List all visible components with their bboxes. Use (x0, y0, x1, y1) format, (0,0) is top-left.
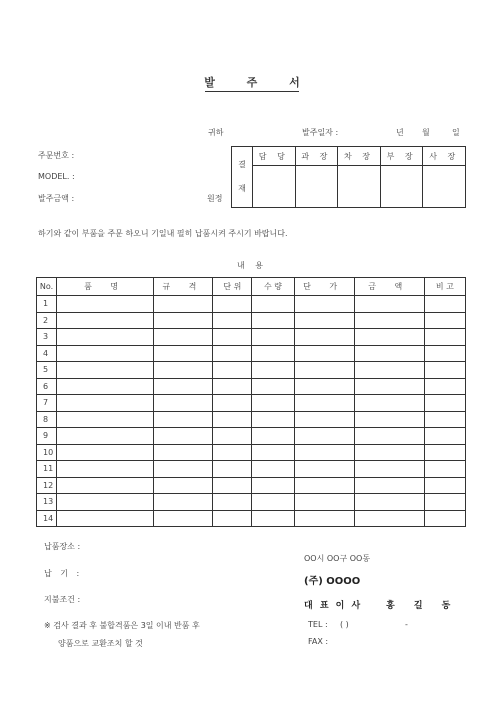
table-cell[interactable] (252, 411, 294, 428)
table-cell[interactable] (57, 428, 154, 445)
table-row (37, 411, 466, 428)
table-cell[interactable] (57, 477, 154, 494)
table-row (37, 378, 466, 395)
approval-sign-cell[interactable] (380, 166, 423, 208)
approval-side-top: 결 (238, 160, 246, 169)
ceo-title: 대 표 이 사 (304, 601, 363, 611)
table-cell[interactable] (154, 378, 213, 395)
table-row (37, 395, 466, 412)
request-text: 하기와 같이 부품을 주문 하오니 기일내 필히 납품시켜 주시기 바랍니다. (38, 229, 288, 238)
table-cell[interactable] (294, 362, 354, 379)
table-cell[interactable] (213, 329, 252, 346)
table-cell[interactable] (213, 477, 252, 494)
row-number: 2 (37, 312, 57, 329)
table-cell[interactable] (154, 395, 213, 412)
row-number: 14 (37, 510, 57, 527)
table-cell[interactable] (57, 395, 154, 412)
table-cell[interactable] (354, 444, 424, 461)
company-address: OO시 OO구 OO동 (304, 554, 371, 563)
table-cell[interactable] (294, 411, 354, 428)
table-cell[interactable] (252, 477, 294, 494)
items-table (36, 277, 466, 527)
col-header-remarks: 비 고 (424, 278, 465, 296)
table-cell[interactable] (294, 428, 354, 445)
table-row (37, 312, 466, 329)
company-name: (주) OOOO (304, 576, 361, 587)
table-cell[interactable] (294, 510, 354, 527)
table-cell[interactable] (424, 444, 465, 461)
table-cell[interactable] (213, 345, 252, 362)
table-cell[interactable] (294, 345, 354, 362)
approval-side-bottom: 재 (238, 184, 246, 193)
table-cell[interactable] (354, 362, 424, 379)
table-cell[interactable] (213, 461, 252, 478)
inspection-note-line2: 양품으로 교환조치 할 것 (58, 639, 143, 648)
col-header-amount: 금 액 (354, 278, 424, 296)
row-number: 12 (37, 477, 57, 494)
table-cell[interactable] (213, 444, 252, 461)
table-row (37, 296, 466, 313)
col-header-item-name: 품 명 (57, 278, 154, 296)
col-header-quantity: 수 량 (252, 278, 294, 296)
approval-header-manager: 부 장 (380, 147, 423, 166)
page-title: 발 주 서 (204, 76, 314, 89)
approval-sign-cell[interactable] (423, 166, 466, 208)
title-underline (205, 91, 299, 92)
table-cell[interactable] (213, 428, 252, 445)
table-row (37, 510, 466, 527)
recipient-suffix: 귀하 (208, 128, 224, 137)
table-cell[interactable] (154, 428, 213, 445)
table-cell[interactable] (294, 444, 354, 461)
table-cell[interactable] (57, 444, 154, 461)
table-cell[interactable] (154, 411, 213, 428)
table-cell[interactable] (57, 362, 154, 379)
table-cell[interactable] (252, 296, 294, 313)
table-cell[interactable] (354, 494, 424, 511)
due-date-label: 납 기 : (44, 569, 83, 578)
table-cell[interactable] (252, 510, 294, 527)
currency-label: 원정 (207, 194, 223, 203)
table-cell[interactable] (252, 395, 294, 412)
tel-label: TEL : (308, 620, 328, 629)
table-cell[interactable] (57, 329, 154, 346)
table-cell[interactable] (424, 296, 465, 313)
table-cell[interactable] (154, 345, 213, 362)
order-date-year: 년 (396, 128, 404, 137)
col-header-spec: 규 격 (154, 278, 213, 296)
inspection-note-line1: ※ 검사 결과 후 불합격품은 3일 이내 반품 후 (44, 621, 200, 630)
table-cell[interactable] (252, 444, 294, 461)
table-cell[interactable] (424, 428, 465, 445)
tel-dash: - (405, 620, 408, 629)
table-cell[interactable] (424, 494, 465, 511)
row-number: 7 (37, 395, 57, 412)
table-cell[interactable] (354, 428, 424, 445)
table-cell[interactable] (354, 312, 424, 329)
table-cell[interactable] (57, 345, 154, 362)
table-cell[interactable] (154, 296, 213, 313)
fax-label: FAX : (308, 637, 329, 646)
table-cell[interactable] (424, 477, 465, 494)
table-cell[interactable] (354, 461, 424, 478)
table-cell[interactable] (424, 378, 465, 395)
delivery-place-label: 납품장소 : (44, 542, 81, 551)
table-cell[interactable] (252, 362, 294, 379)
ceo-name: 홍 길 동 (386, 601, 459, 611)
table-cell[interactable] (354, 510, 424, 527)
table-cell[interactable] (213, 411, 252, 428)
table-cell[interactable] (354, 395, 424, 412)
table-cell[interactable] (424, 362, 465, 379)
table-cell[interactable] (213, 395, 252, 412)
order-date-day: 일 (452, 128, 460, 137)
approval-side (232, 147, 253, 208)
table-cell[interactable] (354, 411, 424, 428)
table-cell[interactable] (354, 329, 424, 346)
table-cell[interactable] (294, 395, 354, 412)
table-cell[interactable] (57, 494, 154, 511)
table-cell[interactable] (424, 312, 465, 329)
row-number: 9 (37, 428, 57, 445)
table-cell[interactable] (57, 510, 154, 527)
row-number: 10 (37, 444, 57, 461)
table-cell[interactable] (294, 461, 354, 478)
table-row (37, 428, 466, 445)
table-cell[interactable] (424, 395, 465, 412)
table-cell[interactable] (294, 329, 354, 346)
table-cell[interactable] (294, 312, 354, 329)
row-number: 1 (37, 296, 57, 313)
table-cell[interactable] (252, 378, 294, 395)
tel-area-code: ( ) (340, 620, 349, 629)
table-row (37, 494, 466, 511)
table-cell[interactable] (154, 494, 213, 511)
table-cell[interactable] (154, 477, 213, 494)
table-cell[interactable] (294, 378, 354, 395)
order-number-label: 주문번호 : (38, 151, 75, 160)
order-date-label: 발주일자 : (302, 128, 339, 137)
table-cell[interactable] (154, 312, 213, 329)
table-cell[interactable] (57, 312, 154, 329)
approval-header-president: 사 장 (423, 147, 466, 166)
table-cell[interactable] (354, 477, 424, 494)
table-cell[interactable] (57, 411, 154, 428)
approval-box (231, 146, 466, 208)
table-cell[interactable] (252, 312, 294, 329)
table-cell[interactable] (213, 312, 252, 329)
table-row (37, 461, 466, 478)
approval-header-section-chief: 과 장 (295, 147, 338, 166)
col-header-no: No. (37, 278, 57, 296)
table-cell[interactable] (57, 378, 154, 395)
table-cell[interactable] (424, 411, 465, 428)
table-cell[interactable] (294, 296, 354, 313)
table-row (37, 345, 466, 362)
order-amount-label: 발주금액 : (38, 194, 75, 203)
approval-header-staff: 담 당 (253, 147, 296, 166)
table-cell[interactable] (354, 378, 424, 395)
table-cell[interactable] (57, 296, 154, 313)
table-row (37, 362, 466, 379)
table-cell[interactable] (213, 510, 252, 527)
table-cell[interactable] (424, 510, 465, 527)
table-row (37, 329, 466, 346)
row-number: 11 (37, 461, 57, 478)
row-number: 6 (37, 378, 57, 395)
approval-header-deputy: 차 장 (338, 147, 381, 166)
row-number: 8 (37, 411, 57, 428)
table-cell[interactable] (294, 494, 354, 511)
table-cell[interactable] (57, 461, 154, 478)
order-date-month: 월 (422, 128, 430, 137)
approval-sign-cell[interactable] (295, 166, 338, 208)
table-cell[interactable] (294, 477, 354, 494)
table-cell[interactable] (252, 428, 294, 445)
table-header-row (37, 278, 466, 296)
row-number: 13 (37, 494, 57, 511)
table-cell[interactable] (354, 345, 424, 362)
table-cell[interactable] (154, 329, 213, 346)
table-cell[interactable] (252, 345, 294, 362)
table-cell[interactable] (252, 329, 294, 346)
approval-sign-cell[interactable] (338, 166, 381, 208)
table-cell[interactable] (252, 461, 294, 478)
table-cell[interactable] (424, 345, 465, 362)
table-cell[interactable] (424, 329, 465, 346)
table-cell[interactable] (213, 494, 252, 511)
table-cell[interactable] (154, 362, 213, 379)
row-number: 3 (37, 329, 57, 346)
row-number: 4 (37, 345, 57, 362)
table-cell[interactable] (154, 461, 213, 478)
table-cell[interactable] (154, 444, 213, 461)
table-cell[interactable] (154, 510, 213, 527)
table-cell[interactable] (252, 494, 294, 511)
col-header-unit: 단 위 (213, 278, 252, 296)
table-cell[interactable] (424, 461, 465, 478)
payment-terms-label: 지불조건 : (44, 595, 81, 604)
model-label: MODEL. : (38, 172, 75, 181)
table-cell[interactable] (213, 362, 252, 379)
col-header-unit-price: 단 가 (294, 278, 354, 296)
row-number: 5 (37, 362, 57, 379)
table-row (37, 477, 466, 494)
approval-sign-cell[interactable] (253, 166, 296, 208)
table-cell[interactable] (354, 296, 424, 313)
table-row (37, 444, 466, 461)
table-cell[interactable] (213, 378, 252, 395)
section-title: 내 용 (237, 261, 267, 270)
table-cell[interactable] (213, 296, 252, 313)
